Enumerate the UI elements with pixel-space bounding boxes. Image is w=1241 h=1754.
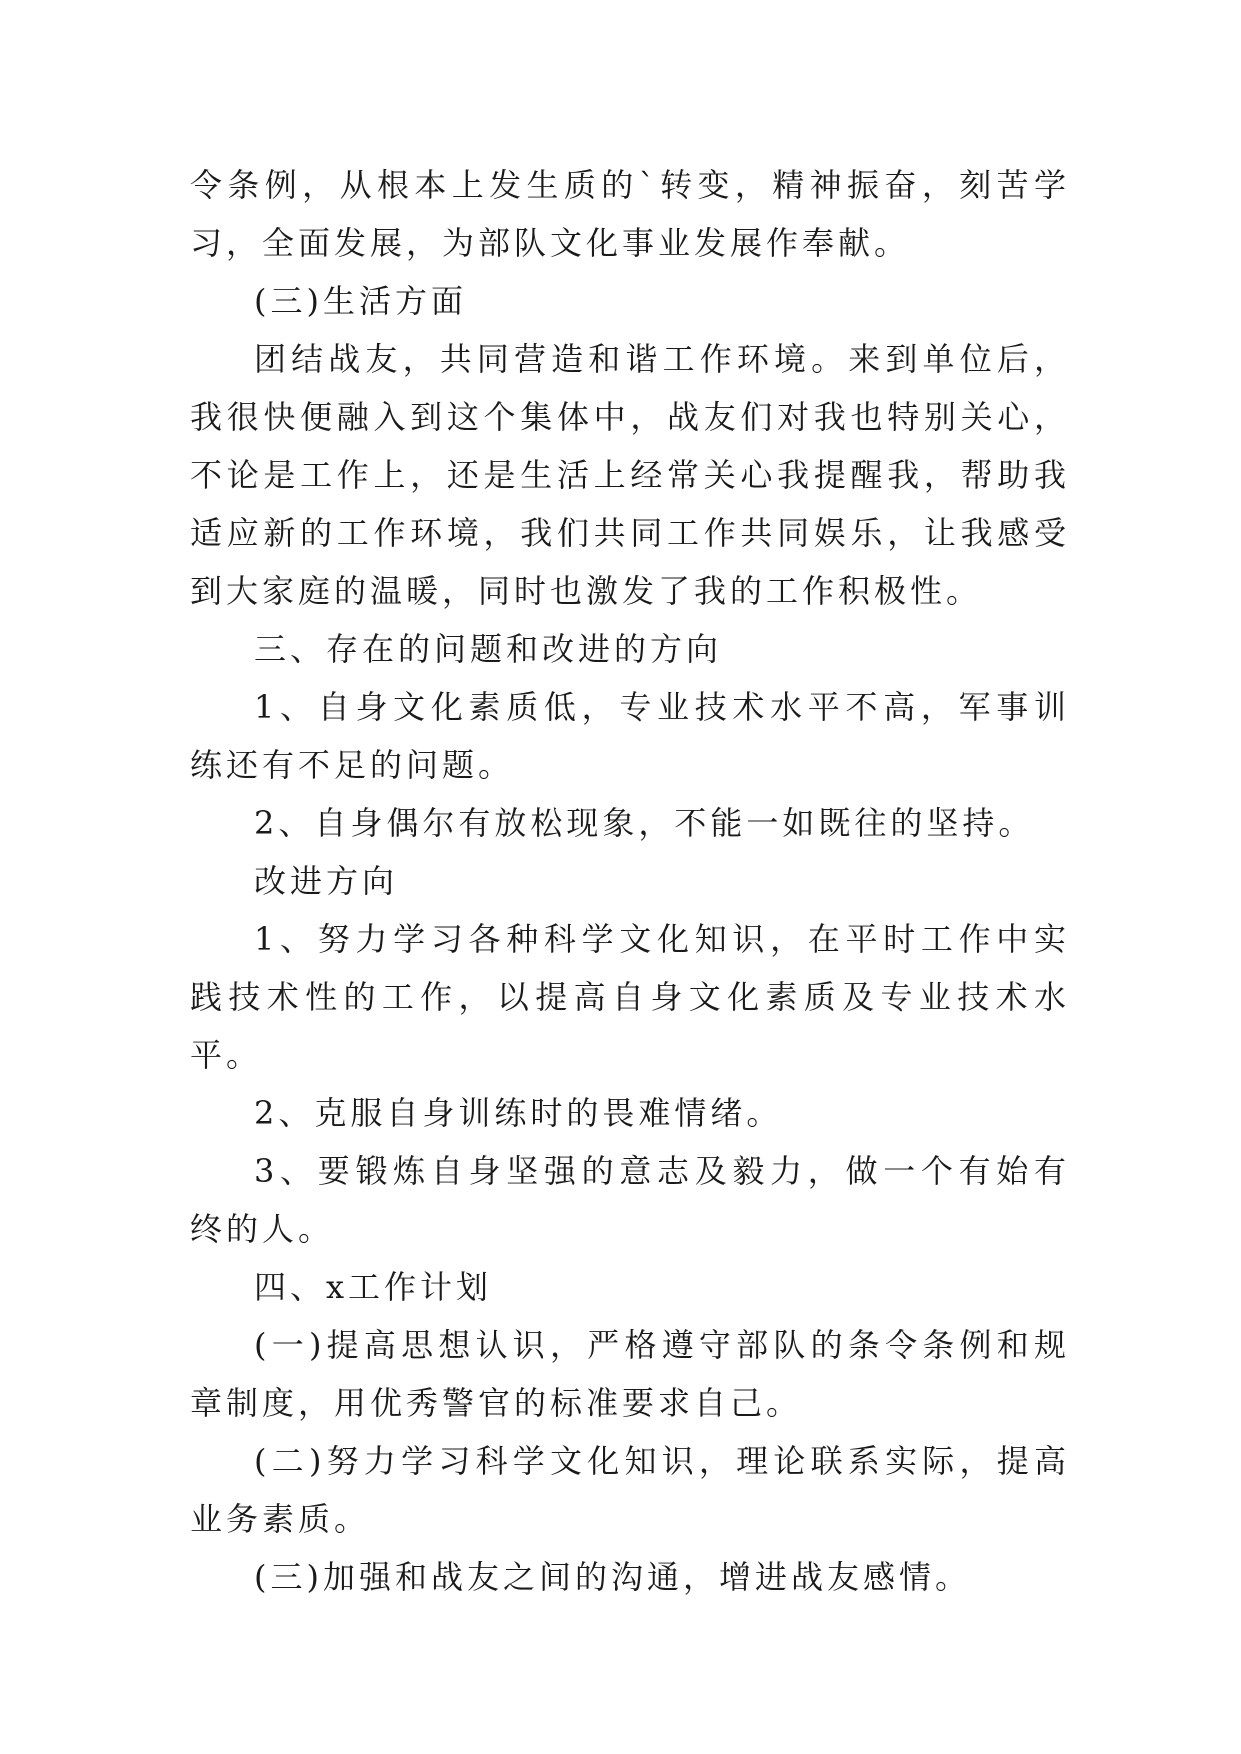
problem-item-2: 2、自身偶尔有放松现象，不能一如既往的坚持。 — [254, 804, 1035, 842]
subheading-improvement-direction: 改进方向 — [254, 862, 399, 900]
heading-problems-and-improvements: 三、存在的问题和改进的方向 — [254, 630, 723, 668]
improvement-item-2: 2、克服自身训练时的畏难情绪。 — [254, 1094, 783, 1132]
subheading-life-aspect: (三)生活方面 — [254, 282, 467, 320]
heading-work-plan: 四、x工作计划 — [254, 1268, 493, 1306]
plan-item-3: (三)加强和战友之间的沟通，增进战友感情。 — [254, 1558, 971, 1596]
improvement-item-1: 1、努力学习各种科学文化知识，在平时工作中实践技术性的工作，以提高自身文化素质及专业技术水平。 — [190, 920, 1070, 1074]
plan-item-2: (二)努力学习科学文化知识，理论联系实际，提高业务素质。 — [190, 1442, 1070, 1538]
problem-item-1: 1、自身文化素质低，专业技术水平不高，军事训练还有不足的问题。 — [190, 688, 1070, 784]
plan-item-1: (一)提高思想认识，严格遵守部队的条令条例和规章制度，用优秀警官的标准要求自己。 — [190, 1326, 1070, 1422]
paragraph-continuation: 令条例，从根本上发生质的`转变，精神振奋，刻苦学习，全面发展，为部队文化事业发展作奉献。 — [190, 166, 1070, 262]
paragraph-unity: 团结战友，共同营造和谐工作环境。来到单位后，我很快便融入到这个集体中，战友们对我也特别关心，不论是工作上，还是生活上经常关心我提醒我，帮助我适应新的工作环境，我们共同工作共同娱乐，让我感受到大家庭的温暖，同时也激发了我的工作积极性。 — [190, 340, 1070, 610]
improvement-item-3: 3、要锻炼自身坚强的意志及毅力，做一个有始有终的人。 — [190, 1152, 1070, 1248]
document-body — [190, 156, 1070, 1606]
